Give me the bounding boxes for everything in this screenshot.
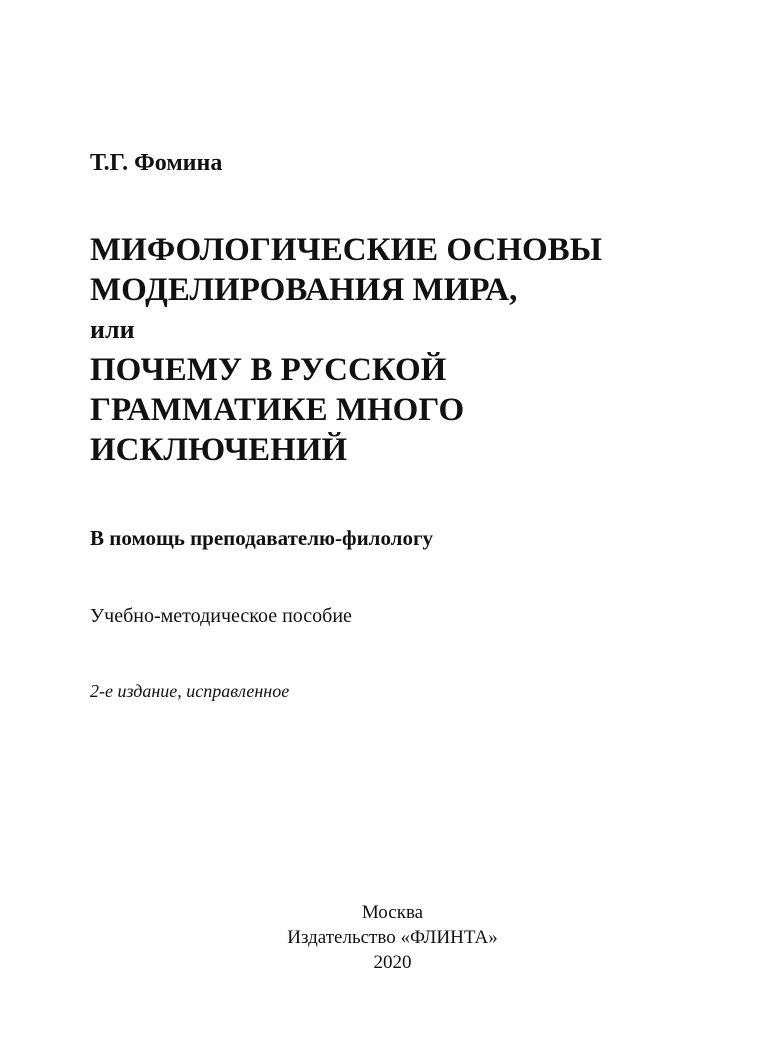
imprint	[0, 900, 761, 975]
title-line-1: МИФОЛОГИЧЕСКИЕ ОСНОВЫ	[90, 232, 603, 268]
book-title	[90, 230, 602, 470]
author-name: Т.Г. Фомина	[90, 150, 223, 176]
title-line-6: ИСКЛЮЧЕНИЙ	[90, 432, 348, 468]
imprint-city: Москва	[361, 902, 424, 923]
document-type: Учебно-методическое пособие	[90, 605, 352, 627]
title-line-3: или	[90, 315, 135, 344]
imprint-year: 2020	[373, 952, 412, 973]
imprint-publisher: Издательство «ФЛИНТА»	[287, 927, 498, 948]
subtitle: В помощь преподавателю-филологу	[90, 526, 433, 550]
edition-note: 2-е издание, исправленное	[90, 681, 290, 701]
title-line-2: МОДЕЛИРОВАНИЯ МИРА,	[90, 272, 518, 308]
title-line-5: ГРАММАТИКЕ МНОГО	[90, 392, 465, 428]
title-line-4: ПОЧЕМУ В РУССКОЙ	[90, 352, 447, 388]
